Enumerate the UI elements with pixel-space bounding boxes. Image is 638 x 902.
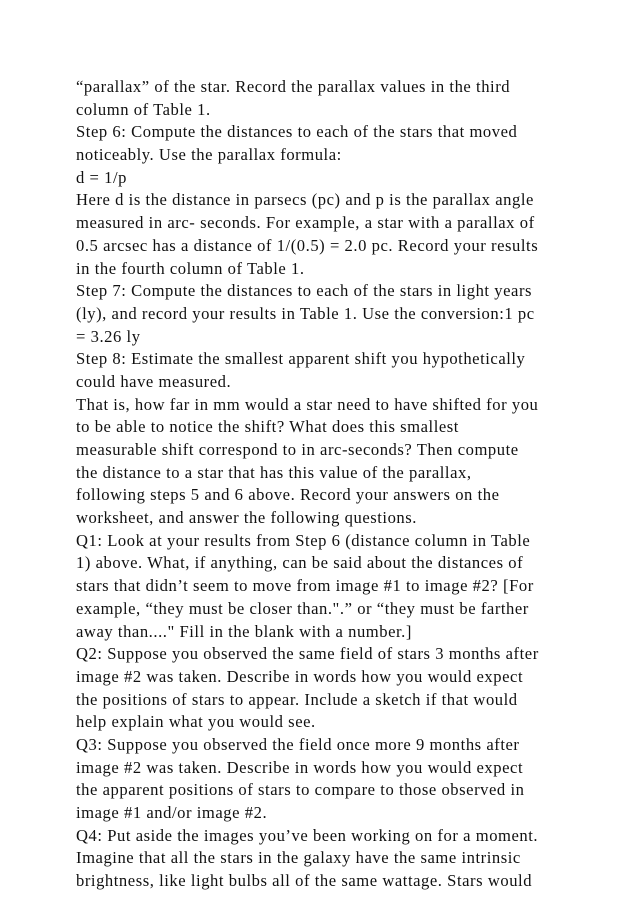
text-line: noticeably. Use the parallax formula: xyxy=(76,145,342,165)
text-line: Q4: Put aside the images you’ve been working on for a moment. xyxy=(76,825,539,845)
text-line: help explain what you would see. xyxy=(76,712,316,732)
text-line: to be able to notice the shift? What does this smallest xyxy=(76,417,459,437)
text-line: in the fourth column of Table 1. xyxy=(76,258,305,278)
text-line: measured in arc- seconds. For example, a star with a parallax of xyxy=(76,213,535,233)
text-line: brightness, like light bulbs all of the same wattage. Stars would xyxy=(76,871,533,891)
text-line: (ly), and record your results in Table 1. Use the conversion:1 pc xyxy=(76,303,535,323)
document-text xyxy=(76,76,576,893)
text-line: the apparent positions of stars to compare to those observed in xyxy=(76,780,525,800)
text-line: That is, how far in mm would a star need to have shifted for you xyxy=(76,394,539,414)
text-line: the distance to a star that has this value of the parallax, xyxy=(76,462,472,482)
text-line: image #2 was taken. Describe in words how you would expect xyxy=(76,757,524,777)
text-line: column of Table 1. xyxy=(76,99,211,119)
text-line: Step 7: Compute the distances to each of the stars in light years xyxy=(76,281,533,301)
text-line: could have measured. xyxy=(76,371,232,391)
text-line: Imagine that all the stars in the galaxy have the same intrinsic xyxy=(76,848,521,868)
text-line: Here d is the distance in parsecs (pc) and p is the parallax angle xyxy=(76,190,534,210)
text-line: away than...." Fill in the blank with a number.] xyxy=(76,621,412,641)
formula-line: d = 1/p xyxy=(76,167,128,187)
text-line: = 3.26 ly xyxy=(76,326,141,346)
text-line: 1) above. What, if anything, can be said about the distances of xyxy=(76,553,524,573)
text-line: image #2 was taken. Describe in words how you would expect xyxy=(76,666,524,686)
text-line: Step 6: Compute the distances to each of the stars that moved xyxy=(76,122,518,142)
text-line: following steps 5 and 6 above. Record your answers on the xyxy=(76,485,500,505)
text-line: worksheet, and answer the following questions. xyxy=(76,508,417,528)
text-line: image #1 and/or image #2. xyxy=(76,803,268,822)
text-line: stars that didn’t seem to move from image #1 to image #2? [For xyxy=(76,576,534,596)
text-line: Q3: Suppose you observed the field once more 9 months after xyxy=(76,734,520,754)
text-line: the positions of stars to appear. Include a sketch if that would xyxy=(76,689,518,709)
text-line: 0.5 arcsec has a distance of 1/(0.5) = 2.0 pc. Record your results xyxy=(76,235,539,255)
text-line: Q1: Look at your results from Step 6 (distance column in Table xyxy=(76,530,531,550)
text-line: Step 8: Estimate the smallest apparent shift you hypothetically xyxy=(76,349,526,369)
text-line: “parallax” of the star. Record the parallax values in the third xyxy=(76,77,511,96)
text-line: measurable shift correspond to in arc-seconds? Then compute xyxy=(76,440,519,459)
text-line: Q2: Suppose you observed the same field of stars 3 months after xyxy=(76,644,539,664)
text-line: example, “they must be closer than.".” or “they must be farther xyxy=(76,598,529,618)
